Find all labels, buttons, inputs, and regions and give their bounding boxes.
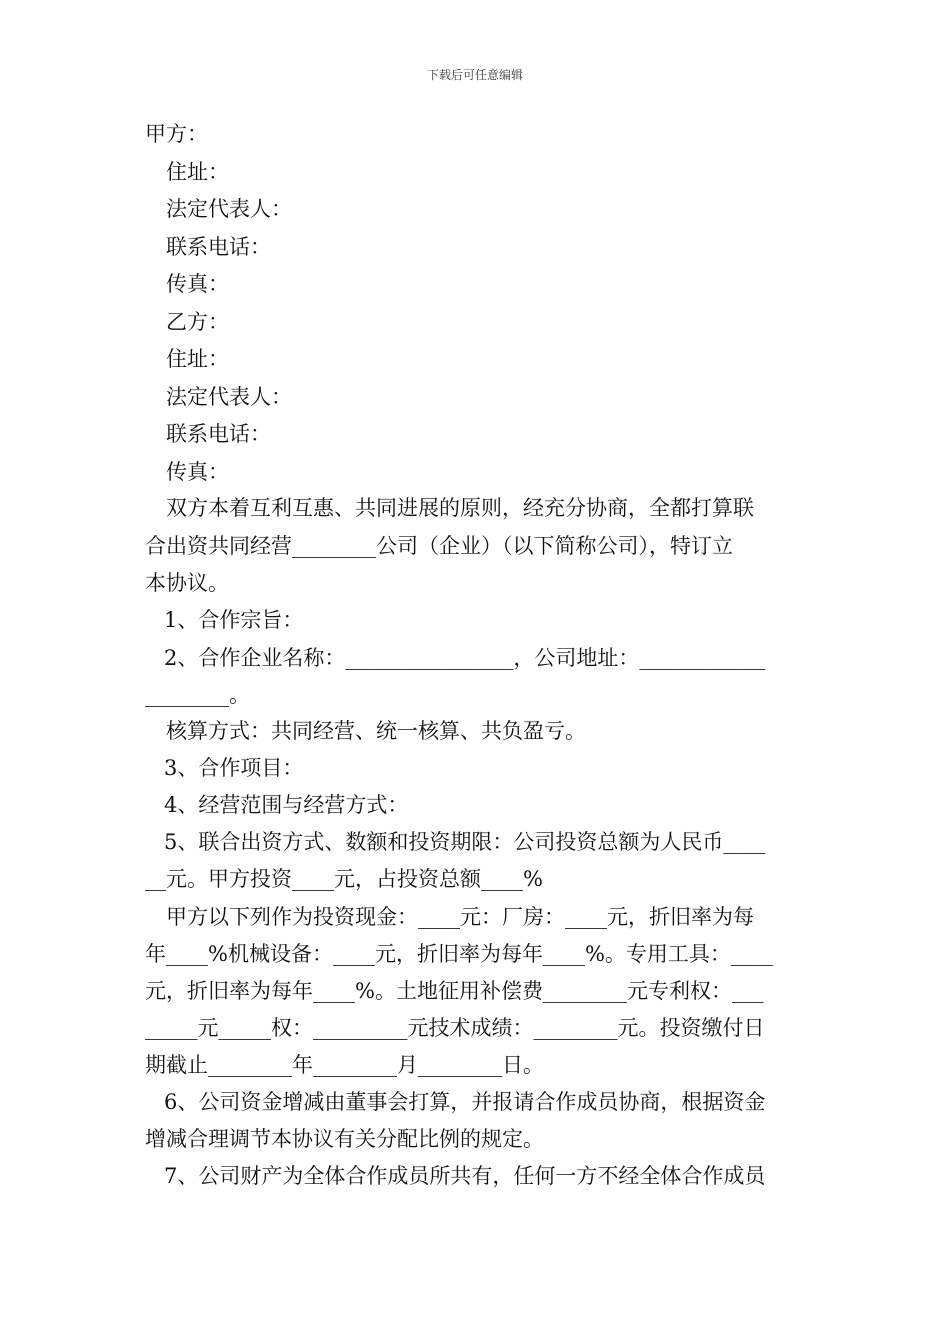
clause-7: 7、公司财产为全体合作成员所共有，任何一方不经全体合作成员 [164,1164,766,1188]
investment-line-5: 期截止________年________月________日。 [145,1053,544,1077]
clause-5: 5、联合出资方式、数额和投资期限：公司投资总额为人民币____ [164,830,766,854]
party-b-legal-rep: 法定代表人： [166,385,292,409]
clause-5-cont: __元。甲方投资____元，占投资总额____% [145,867,543,891]
clause-1: 1、合作宗旨： [164,608,304,632]
clause-4: 4、经营范围与经营方式： [164,793,409,817]
investment-line-1: 甲方以下列作为投资现金：____元：厂房：____元，折旧率为每 [166,905,754,929]
clause-3: 3、合作项目： [164,756,304,780]
party-a-fax: 传真： [166,272,229,296]
investment-line-2: 年____%机械设备：____元，折旧率为每年____%。专用工具：____ [145,942,773,966]
party-a-address: 住址： [166,160,229,184]
party-a-legal-rep: 法定代表人： [166,197,292,221]
accounting-method: 核算方式：共同经营、统一核算、共负盈亏。 [166,719,586,743]
party-b-label: 乙方： [166,310,229,334]
party-b-address: 住址： [166,347,229,371]
party-a-label: 甲方： [145,122,208,146]
party-b-phone: 联系电话： [166,422,271,446]
clause-6: 6、公司资金增减由董事会打算，并报请合作成员协商，根据资金 [164,1090,766,1114]
party-b-fax: 传真： [166,460,229,484]
investment-line-4: _____元_____权：_________元技术成绩：________元。投资缴付日 [145,1016,765,1040]
clause-6-cont: 增减合理调节本协议有关分配比例的规定。 [145,1127,544,1151]
clause-2-cont: ________。 [145,683,250,707]
preamble-line-3: 本协议。 [145,571,229,595]
investment-line-3: 元，折旧率为每年____%。土地征用补偿费________元专利权：___ [145,979,764,1003]
preamble-line-2: 合出资共同经营________公司（企业）（以下简称公司），特订立 [145,534,733,558]
party-a-phone: 联系电话： [166,235,271,259]
page-header: 下载后可任意编辑 [426,68,523,82]
preamble-line-1: 双方本着互利互惠、共同进展的原则，经充分协商，全都打算联 [166,496,754,520]
clause-2: 2、合作企业名称：________________，公司地址：____________ [164,646,766,670]
